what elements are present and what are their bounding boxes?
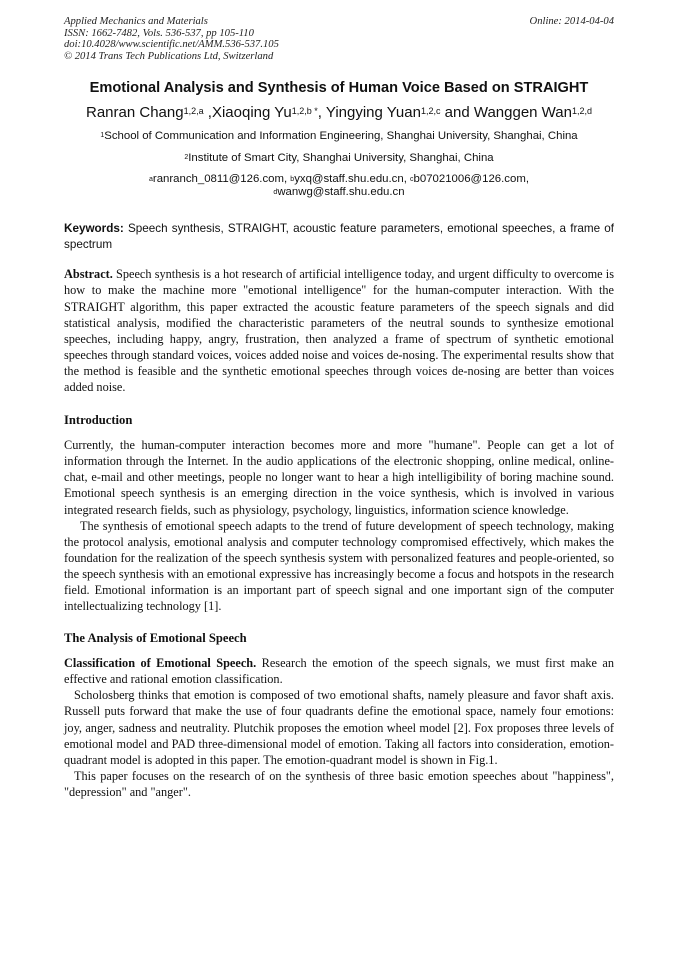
journal-issn: ISSN: 1662-7482, Vols. 536-537, pp 105-110	[64, 27, 254, 39]
email-c: b07021006@126.com,	[413, 173, 529, 186]
abstract-text: Speech synthesis is a hot research of artificial intelligence today, and urgent difficulty to overcome is how to make the machine more "emotional intelligence" for the human-computer interaction. With the STRAIGHT algorithm, this paper extracted the acoustic feature parameters of the speech signals and did statistical analysis, modified the characteristic parameters of the neutral sounds to synthesize emotional speeches, including happy, angry, frustration, then analyzed a frame of spectrum of synthetic emotional speeches through standard voices, voices added noise and voices de-nosing. The experimental results show that the method is feasible and the synthetic emotional speeches through voices de-nosing are better than voices added noise.	[64, 267, 614, 395]
author-sup: 1,2,d	[571, 106, 592, 117]
email-sup: b	[290, 176, 295, 184]
abstract-label: Abstract.	[64, 267, 113, 282]
author-separator: ,	[317, 104, 326, 122]
affiliation-text: Institute of Smart City, Shanghai University, Shanghai, China	[188, 152, 494, 165]
author-name: Yingying Yuan	[325, 104, 421, 122]
abstract	[64, 266, 614, 395]
email-d: wanwg@staff.shu.edu.cn	[277, 186, 405, 199]
journal-copyright: © 2014 Trans Tech Publications Ltd, Switzerland	[64, 50, 274, 62]
intro-paragraph-2: The synthesis of emotional speech adapts to the trend of future development of speech technology, making the protocol analysis, emotional analysis and computer technology compromised effectively, which makes the foundation for the realization of the speech synthesis system with personalized features and people-oriented, so the speech synthesis with an emotional expressive has increasingly become a focus and hotspots in the research field. Emotional information is an important part of speech signal and one important sign of the computer intellectualizing technology [1].	[64, 518, 614, 614]
affiliation-sup: 1	[100, 132, 105, 140]
email-b: yxq@staff.shu.edu.cn,	[294, 173, 411, 186]
author-separator: and	[440, 104, 474, 122]
keywords-label: Keywords:	[64, 222, 124, 236]
author-separator: ,	[203, 104, 212, 122]
email-a: ranranch_0811@126.com,	[152, 173, 291, 186]
affiliation-text: School of Communication and Information Engineering, Shanghai University, Shanghai, China	[104, 130, 578, 143]
analysis-paragraph-1-text: Research the emotion of the speech signals, we must first make an effective and rational emotion classification.	[64, 656, 614, 687]
author-name: Ranran Chang	[86, 104, 184, 122]
email-sup: d	[273, 189, 278, 197]
analysis-paragraph-2: Scholosberg thinks that emotion is composed of two emotional shafts, namely pleasure and favor shaft axis. Russell puts forward that make the use of four quadrants define the emotional space, namely four emotions: joy, anger, sadness and neutrality. Plutchik proposes the emotion wheel model [2]. Fox proposes three levels of emotional model and PAD three-dimensional model of emotion. Taking all factors into consideration, emotion-quadrant model is adopted in this paper. The emotion-quadrant model is shown in Fig.1.	[64, 688, 614, 767]
journal-doi: doi:10.4028/www.scientific.net/AMM.536-537.105	[64, 39, 279, 51]
intro-paragraph-1: Currently, the human-computer interaction becomes more and more "humane". People can get a lot of information through the Internet. In the audio applications of the electronic shopping, online medical, online-chat, e-mail and other meetings, people no longer want to hear a high intelligibility of boring machine sound. Emotional speech synthesis is an emerging direction in the voice synthesis, which is involved in various integrated research fields, such as physiology, psychology, linguistics, information science knowledge.	[64, 438, 614, 517]
paper-page	[64, 16, 614, 800]
email-line-2	[64, 186, 614, 199]
author-emails	[64, 173, 614, 199]
email-line-1	[64, 173, 614, 186]
author-name: Xiaoqing Yu	[211, 104, 292, 122]
email-sup: c	[410, 176, 414, 184]
online-date: Online: 2014-04-04	[529, 16, 614, 27]
keywords-text: Speech synthesis, STRAIGHT, acoustic feature parameters, emotional speeches, a frame of spectrum	[64, 222, 614, 251]
analysis-paragraph-1	[64, 655, 614, 687]
author-sup: 1,2,c	[420, 106, 441, 117]
author-sup: 1,2,a	[183, 106, 204, 117]
affiliation-sup: 2	[184, 154, 189, 162]
affiliation-1	[64, 129, 614, 143]
keywords	[64, 221, 614, 252]
journal-name: Applied Mechanics and Materials	[64, 16, 208, 27]
author-name: Wanggen Wan	[473, 104, 572, 122]
section-heading-analysis: The Analysis of Emotional Speech	[64, 631, 247, 646]
subsection-label-classification: Classification of Emotional Speech.	[64, 656, 257, 671]
journal-header	[64, 16, 614, 62]
section-heading-introduction: Introduction	[64, 413, 133, 428]
analysis-paragraph-3: This paper focuses on the research of on the synthesis of three basic emotion speeches about "happiness", "depression" and "anger".	[64, 768, 614, 799]
affiliation-2	[64, 151, 614, 165]
author-list	[64, 102, 614, 123]
paper-title: Emotional Analysis and Synthesis of Human Voice Based on STRAIGHT	[89, 80, 589, 97]
author-sup: 1,2,b *	[291, 106, 318, 117]
email-sup: a	[149, 176, 153, 184]
